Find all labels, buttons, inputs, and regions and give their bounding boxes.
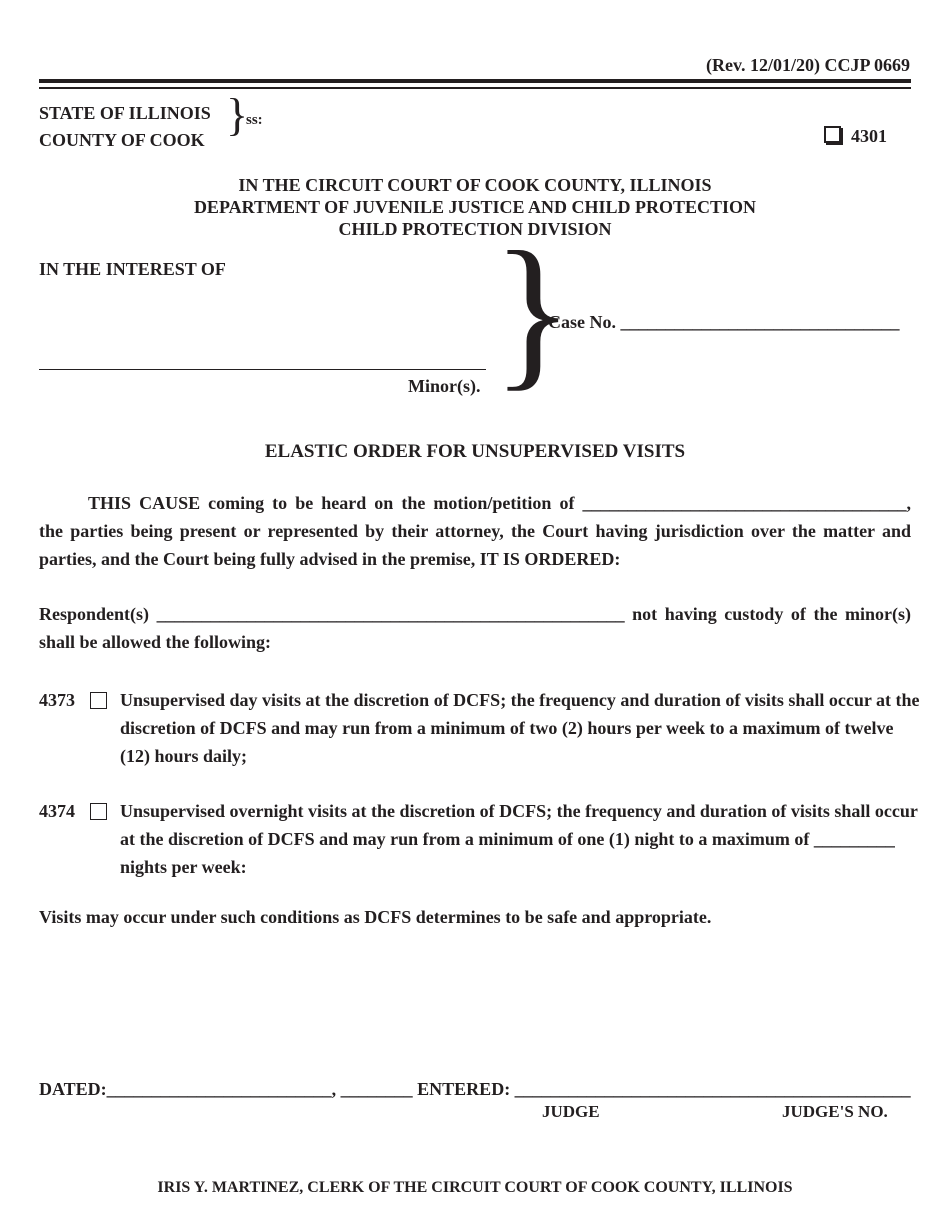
venue-block xyxy=(39,100,211,154)
judge-label: JUDGE xyxy=(542,1102,600,1121)
motion-paragraph xyxy=(39,489,911,573)
interest-of-label: IN THE INTEREST OF xyxy=(39,259,226,279)
option-text: Unsupervised day visits at the discretion of DCFS; the frequency and duration of visits shall occur at the discretion of DCFS and may run from a minimum of two (2) hours per week to a maximum of twelve (12) hours daily; xyxy=(120,690,920,766)
respondent-line-1[interactable]: Respondent(s) ____________________________________________________ not having custody of the minor(s) xyxy=(39,604,911,624)
caption-brace-icon: } xyxy=(492,217,574,405)
respondent-paragraph xyxy=(39,600,911,656)
court-heading xyxy=(0,174,950,240)
case-number-field[interactable]: Case No. _______________________________ xyxy=(548,312,900,332)
form-code-checkbox-icon[interactable] xyxy=(824,126,841,143)
court-line-3: CHILD PROTECTION DIVISION xyxy=(338,219,612,239)
judge-number-label: JUDGE'S NO. xyxy=(782,1102,888,1121)
motion-line-3: parties, and the Court being fully advised in the premise, IT IS ORDERED: xyxy=(39,549,621,569)
conditions-text: Visits may occur under such conditions as DCFS determines to be safe and appropriate. xyxy=(39,907,712,927)
dated-entered-line[interactable]: DATED:_________________________, ________ ENTERED: ____________________________________________ xyxy=(39,1079,911,1099)
county-label: COUNTY OF COOK xyxy=(39,130,205,150)
option-checkbox[interactable] xyxy=(90,803,107,820)
option-checkbox[interactable] xyxy=(90,692,107,709)
ss-label: ss: xyxy=(246,112,263,128)
respondent-line-2: shall be allowed the following: xyxy=(39,632,272,652)
court-line-1: IN THE CIRCUIT COURT OF COOK COUNTY, ILLINOIS xyxy=(238,175,712,195)
clerk-footer: IRIS Y. MARTINEZ, CLERK OF THE CIRCUIT COURT OF COOK COUNTY, ILLINOIS xyxy=(157,1179,793,1196)
form-code-4301 xyxy=(824,126,887,147)
venue-brace-icon: } xyxy=(226,89,249,140)
option-code: 4373 xyxy=(39,690,75,710)
motion-line-2: the parties being present or represented by their attorney, the Court having jurisdiction over the matter and xyxy=(39,521,911,541)
motion-line-1[interactable]: THIS CAUSE coming to be heard on the motion/petition of ____________________________________, xyxy=(88,493,911,513)
option-code: 4374 xyxy=(39,801,75,821)
state-label: STATE OF ILLINOIS xyxy=(39,103,211,123)
order-title: ELASTIC ORDER FOR UNSUPERVISED VISITS xyxy=(264,441,686,462)
form-code-label: 4301 xyxy=(851,126,887,146)
court-line-2: DEPARTMENT OF JUVENILE JUSTICE AND CHILD PROTECTION xyxy=(193,197,757,217)
revision-label: (Rev. 12/01/20) CCJP 0669 xyxy=(706,55,910,75)
minor-name-field[interactable] xyxy=(39,369,486,370)
header-rule-thick xyxy=(39,79,911,83)
minors-label: Minor(s). xyxy=(408,376,481,396)
header-rule-thin xyxy=(39,87,911,89)
option-text: Unsupervised overnight visits at the discretion of DCFS; the frequency and duration of visits shall occur at the discretion of DCFS and may run from a minimum of one (1) night to a maximum of _________ nights per week: xyxy=(120,801,918,877)
